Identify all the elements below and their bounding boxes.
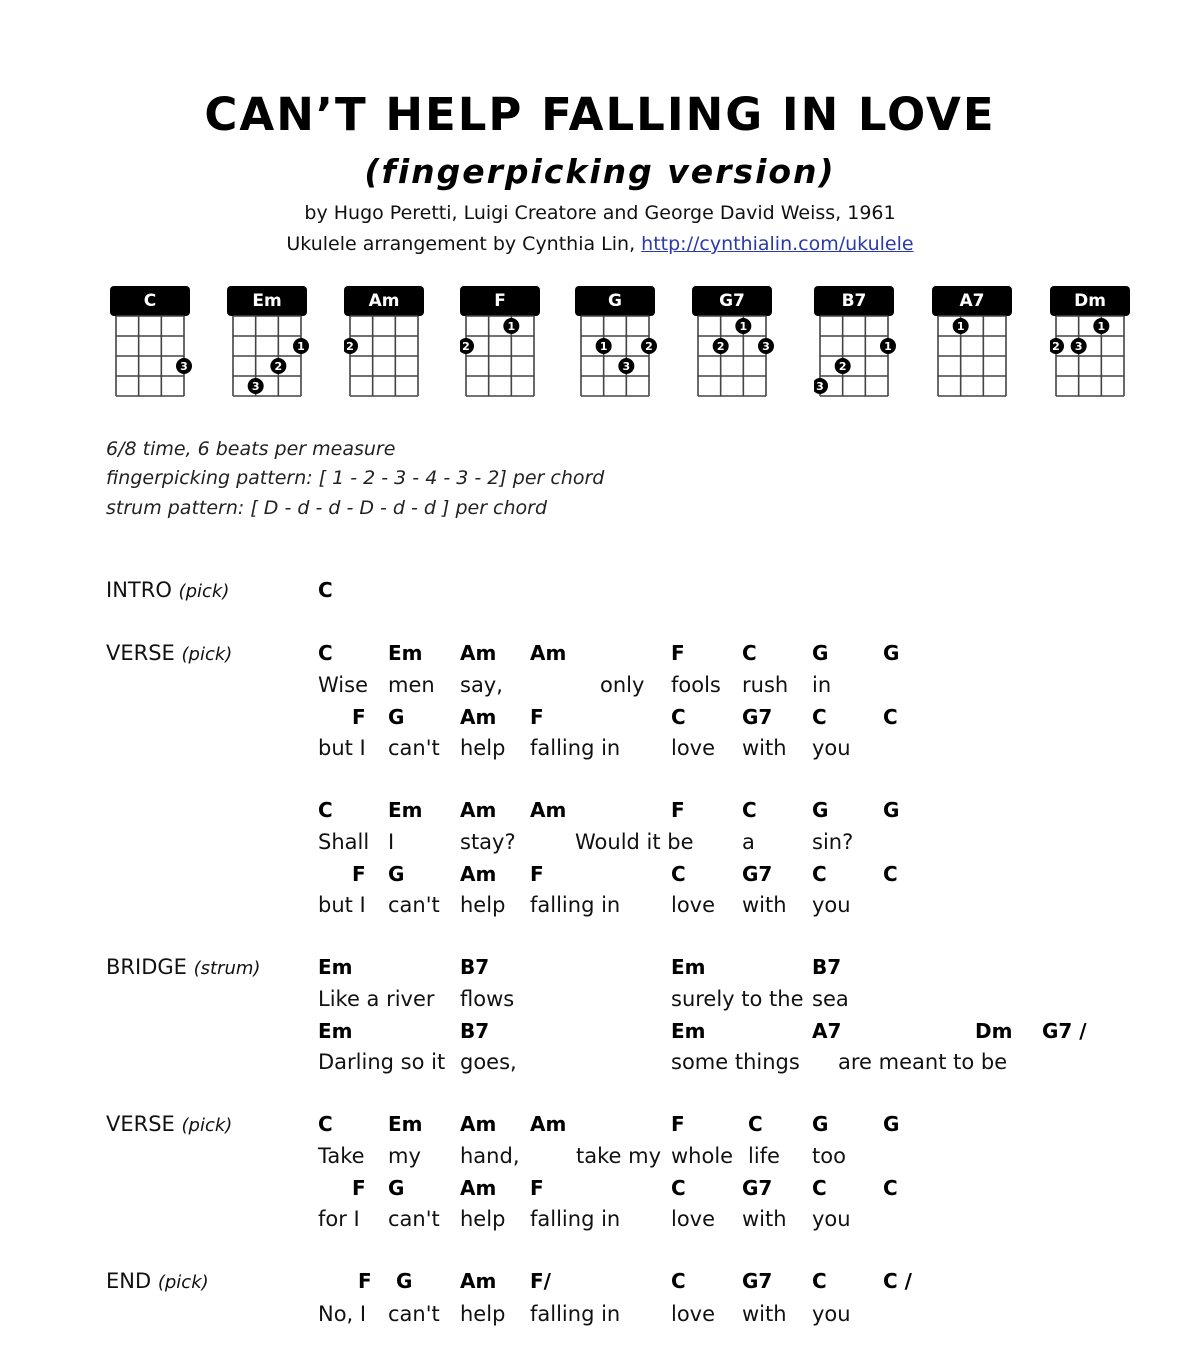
chord-symbol: Em [318,1019,353,1043]
finger-number: 3 [251,380,260,393]
chord-diagram-em [227,286,307,411]
finger-number: 2 [645,340,653,353]
section-verse-2-label [106,1112,232,1136]
chord-symbol: F [671,641,685,665]
song-title: CAN’T HELP FALLING IN LOVE [204,88,996,141]
time-signature-note: 6/8 time, 6 beats per measure [106,438,396,460]
lyric-word: can't [388,1302,440,1326]
chord-symbol: C [812,1269,827,1293]
lyric-word: but I [318,893,366,917]
chord-symbol: G7 / [1042,1019,1087,1043]
chord-symbol: F [671,798,685,822]
strum-pattern-note: strum pattern: [ D - d - d - D - d - d ] per chord [106,497,548,519]
finger-number: 3 [816,380,824,393]
chord-symbol: C / [883,1269,912,1293]
chord-symbol: C [671,862,686,886]
lyric-word: take my [576,1144,661,1168]
chord-symbol: Em [388,798,423,822]
chord-symbol: G [883,798,900,822]
chord-diagram-c [110,286,190,411]
chord-symbol: C [883,1176,898,1200]
finger-number: 2 [1052,340,1060,353]
lyric-word: in [812,673,832,697]
chord-diagram-am [344,286,424,411]
lyric-word: with [742,1207,787,1231]
lyric-word: some things [671,1050,800,1074]
lyric-word: are meant to be [838,1050,1008,1074]
chord-diagram-name: C [110,286,190,316]
chord-symbol: C [318,798,333,822]
lyric-word: whole [671,1144,734,1168]
chord-diagram-name: Am [344,286,424,316]
chord-symbol: Am [460,1112,497,1136]
lyric-word: sin? [812,830,854,854]
lyric-word: falling in [530,736,621,760]
lyric-word: help [460,893,506,917]
chord-symbol: C [812,1176,827,1200]
section-name: END [106,1269,152,1293]
chord-symbol: F [530,862,544,886]
chord-fretboard [692,312,782,412]
chord-symbol: Am [460,1176,497,1200]
chord-diagram-f [460,286,540,411]
chord-symbol: C [318,578,333,602]
chord-symbol: Em [671,1019,706,1043]
lyric-word: with [742,893,787,917]
chord-symbol: F [530,1176,544,1200]
chord-diagram-g [575,286,655,411]
finger-number: 2 [274,360,283,373]
chord-symbol: C [318,1112,333,1136]
section-technique: (pick) [181,644,233,665]
lyric-word: with [742,1302,787,1326]
section-technique: (strum) [193,958,261,979]
lyric-word: stay? [460,830,516,854]
finger-number: 2 [346,340,354,353]
section-name: VERSE [106,1112,175,1136]
finger-number: 2 [716,340,725,353]
lyric-word: with [742,736,787,760]
chord-diagram-name: G [575,286,655,316]
section-technique: (pick) [181,1115,233,1136]
fingerpicking-pattern-note: fingerpicking pattern: [ 1 - 2 - 3 - 4 - 3 - 2] per chord [106,467,605,489]
section-name: VERSE [106,641,175,665]
chord-symbol: C [318,641,333,665]
finger-number: 1 [884,340,892,353]
section-end-label [106,1269,209,1293]
chord-diagram-name: Dm [1050,286,1130,316]
chord-symbol: F [358,1269,372,1293]
lyric-word: fools [671,673,721,697]
section-bridge-label [106,955,260,979]
chord-symbol: G7 [742,1176,773,1200]
lyric-word: you [812,1207,851,1231]
lyric-word: say, [460,673,503,697]
chord-symbol: F/ [530,1269,551,1293]
finger-number: 1 [297,340,305,353]
chord-symbol: Dm [975,1019,1013,1043]
chord-symbol: G [388,862,405,886]
lyric-word: love [671,893,716,917]
lyric-word: can't [388,736,440,760]
song-subtitle: (fingerpicking version) [364,152,836,191]
lyric-word: can't [388,1207,440,1231]
chord-diagram-row [0,286,1200,416]
chord-diagram-g7 [692,286,772,411]
chord-symbol: C [671,1176,686,1200]
lyric-word: too [812,1144,846,1168]
chord-symbol: G [812,1112,829,1136]
lyric-word: only [600,673,645,697]
chord-diagram-dm [1050,286,1130,411]
chord-symbol: C [742,641,757,665]
chord-symbol: Em [318,955,353,979]
chord-symbol: G [883,641,900,665]
chord-symbol: Em [388,1112,423,1136]
lyric-word: love [671,736,716,760]
chord-fretboard [932,312,1022,412]
lyric-word: you [812,1302,851,1326]
section-intro-label [106,578,229,602]
chord-symbol: B7 [460,955,490,979]
lyric-word: help [460,1302,506,1326]
chord-fretboard [460,312,550,412]
section-technique: (pick) [157,1272,209,1293]
chord-symbol: G [396,1269,413,1293]
chord-symbol: G7 [742,862,773,886]
chord-symbol: A7 [812,1019,842,1043]
chord-diagram-name: A7 [932,286,1012,316]
finger-number: 2 [462,340,470,353]
lyric-word: flows [460,987,515,1011]
section-name: INTRO [106,578,172,602]
lyric-word: sea [812,987,849,1011]
lyric-word: Like a river [318,987,435,1011]
lyric-word: help [460,736,506,760]
chord-diagram-name: Em [227,286,307,316]
chord-symbol: Em [388,641,423,665]
finger-number: 1 [599,340,608,353]
chord-symbol: C [812,862,827,886]
chord-symbol: Am [460,798,497,822]
chord-symbol: Am [460,641,497,665]
chord-symbol: C [812,705,827,729]
lyric-word: Shall [318,830,370,854]
section-verse-label [106,641,232,665]
chord-symbol: F [352,1176,366,1200]
lyric-word: rush [742,673,789,697]
chord-symbol: C [742,798,757,822]
chord-symbol: Am [530,1112,567,1136]
lyric-word: men [388,673,435,697]
chord-symbol: G [812,641,829,665]
lyric-word: falling in [530,893,621,917]
chord-symbol: G [388,1176,405,1200]
finger-number: 3 [622,360,631,373]
chord-symbol: Am [530,641,567,665]
lyric-word: you [812,893,851,917]
arrangement-credit-text: Ukulele arrangement by Cynthia Lin, [286,233,642,255]
chord-symbol: Am [460,862,497,886]
chord-symbol: C [671,705,686,729]
chord-symbol: Am [530,798,567,822]
chord-fretboard [110,312,200,412]
chord-symbol: F [530,705,544,729]
lyric-word: love [671,1302,716,1326]
lyric-word: Darling so it [318,1050,446,1074]
lyric-word: falling in [530,1302,621,1326]
chord-symbol: Em [671,955,706,979]
lyric-word: love [671,1207,716,1231]
lyric-word: help [460,1207,506,1231]
chord-fretboard [575,312,665,412]
finger-number: 1 [1097,320,1106,333]
lyric-word: I [388,830,395,854]
chord-fretboard [1050,312,1140,412]
chord-diagram-name: B7 [814,286,894,316]
finger-number: 3 [762,340,770,353]
section-technique: (pick) [178,581,230,602]
lyric-word: can't [388,893,440,917]
chord-diagram-name: F [460,286,540,316]
chord-diagram-a7 [932,286,1012,411]
chord-symbol: G [883,1112,900,1136]
finger-number: 2 [838,360,847,373]
finger-number: 1 [956,320,965,333]
chord-diagram-name: G7 [692,286,772,316]
chord-fretboard [344,312,434,412]
chord-symbol: F [352,705,366,729]
lyric-word: my [388,1144,421,1168]
chord-symbol: G [812,798,829,822]
chord-symbol: C [748,1112,763,1136]
chord-fretboard [227,312,317,412]
finger-number: 3 [1074,340,1083,353]
chord-symbol: G7 [742,705,773,729]
lyric-word: hand, [460,1144,520,1168]
chord-symbol: Am [460,1269,497,1293]
lyric-word: goes, [460,1050,517,1074]
chord-symbol: F [671,1112,685,1136]
arrangement-link[interactable]: http://cynthialin.com/ukulele [641,233,914,255]
lyric-word: falling in [530,1207,621,1231]
finger-number: 1 [739,320,748,333]
lyric-word: you [812,736,851,760]
chord-symbol: G [388,705,405,729]
lyric-word: No, I [318,1302,367,1326]
section-name: BRIDGE [106,955,187,979]
lyric-word: Wise [318,673,368,697]
chord-symbol: B7 [812,955,842,979]
arrangement-credit [0,233,1200,255]
chord-symbol: C [883,862,898,886]
lyric-word: for I [318,1207,360,1231]
chord-symbol: C [883,705,898,729]
chord-diagram-b7 [814,286,894,411]
lyric-word: Take [318,1144,365,1168]
chord-fretboard [814,312,904,412]
chord-symbol: C [671,1269,686,1293]
finger-number: 3 [180,360,188,373]
chord-symbol: Am [460,705,497,729]
lyric-word: but I [318,736,366,760]
finger-number: 1 [507,320,516,333]
lyric-word: life [748,1144,780,1168]
chord-symbol: G7 [742,1269,773,1293]
lyric-word: a [742,830,755,854]
songwriter-credit: by Hugo Peretti, Luigi Creatore and George David Weiss, 1961 [304,202,896,224]
lyric-word: Would it be [575,830,694,854]
chord-symbol: F [352,862,366,886]
chord-symbol: B7 [460,1019,490,1043]
lyric-word: surely to the [671,987,804,1011]
